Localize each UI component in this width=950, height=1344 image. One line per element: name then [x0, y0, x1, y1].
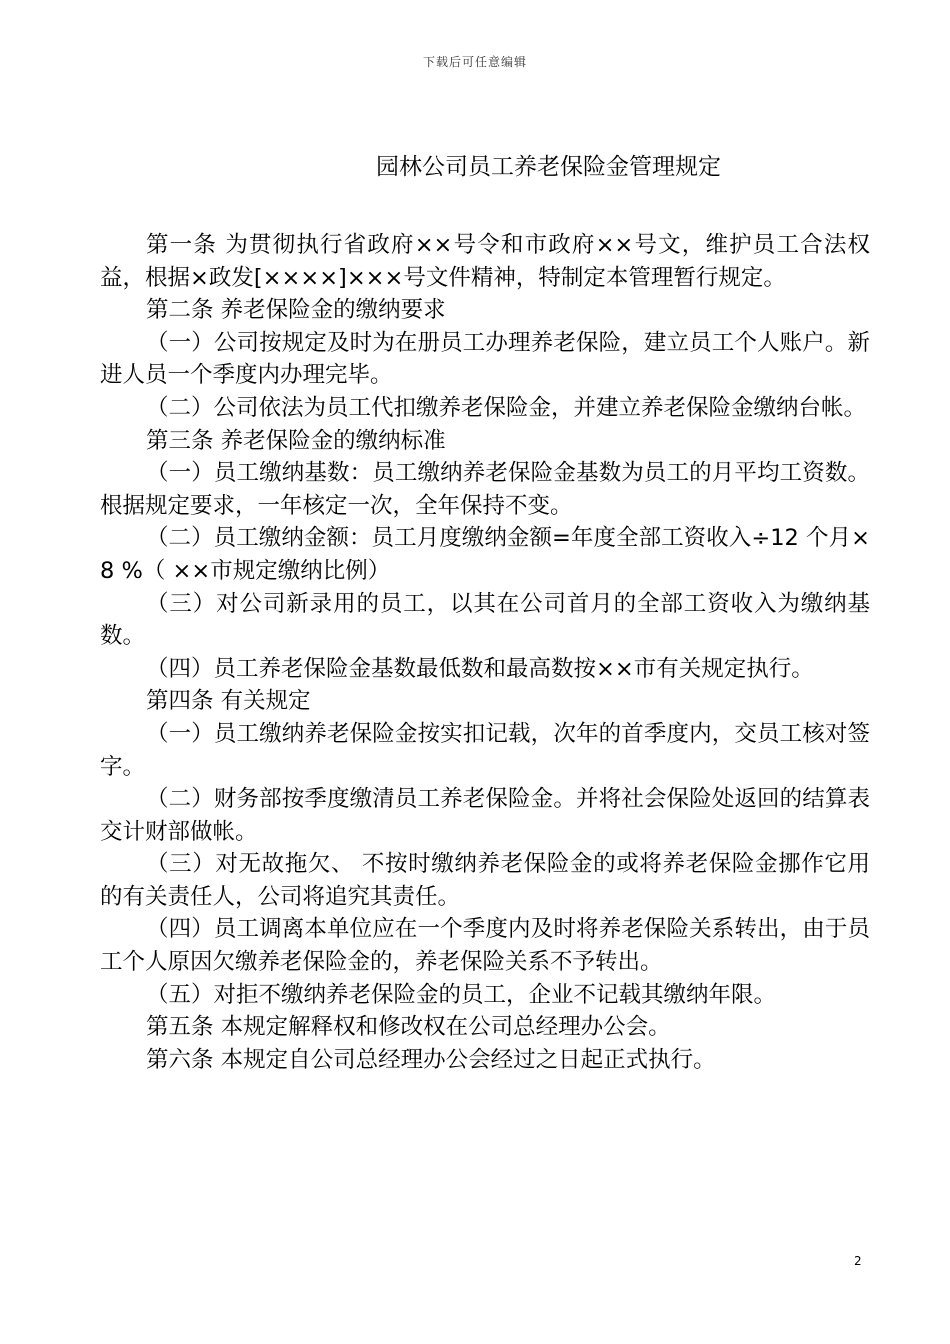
paragraph-article-1: 第一条 为贯彻执行省政府××号令和市政府××号文，维护员工合法权益，根据×政发[××××]×××号文件精神，特制定本管理暂行规定。: [100, 232, 870, 291]
paragraph-article-6: 第六条 本规定自公司总经理办公会经过之日起正式执行。: [146, 1046, 716, 1073]
document-body: [100, 229, 870, 1076]
paragraph-article-3-heading: 第三条 养老保险金的缴纳标准: [146, 427, 446, 454]
document-title: 园林公司员工养老保险金管理规定: [376, 154, 721, 180]
paragraph-article-3-item-3: （三）对公司新录用的员工，以其在公司首月的全部工资收入为缴纳基数。: [100, 590, 870, 650]
paragraph-article-4-item-4: （四）员工调离本单位应在一个季度内及时将养老保险关系转出，由于员工个人原因欠缴养老保险金的，养老保险关系不予转出。: [100, 916, 870, 976]
paragraph-article-4-item-5: （五）对拒不缴纳养老保险金的员工，企业不记载其缴纳年限。: [146, 981, 777, 1008]
header-note: 下载后可任意编辑: [422, 55, 527, 69]
page-number: 2: [854, 1254, 862, 1268]
paragraph-article-2-item-1: （一）公司按规定及时为在册员工办理养老保险，建立员工个人账户。新进人员一个季度内办理完毕。: [100, 329, 870, 389]
paragraph-article-4-item-1: （一）员工缴纳养老保险金按实扣记载，次年的首季度内，交员工核对签字。: [100, 720, 870, 780]
paragraph-article-4-heading: 第四条 有关规定: [146, 688, 311, 715]
paragraph-article-5: 第五条 本规定解释权和修改权在公司总经理办公会。: [146, 1014, 671, 1041]
paragraph-article-3-item-2: （二）员工缴纳金额：员工月度缴纳金额=年度全部工资收入÷12 个月× 8 %（ ××市规定缴纳比例）: [100, 525, 870, 584]
paragraph-article-2-heading: 第二条 养老保险金的缴纳要求: [146, 297, 446, 324]
paragraph-article-2-item-2: （二）公司依法为员工代扣缴养老保险金，并建立养老保险金缴纳台帐。: [146, 394, 867, 421]
paragraph-article-4-item-2: （二）财务部按季度缴清员工养老保险金。并将社会保险处返回的结算表交计财部做帐。: [100, 786, 870, 845]
paragraph-article-4-item-3: （三）对无故拖欠、 不按时缴纳养老保险金的或将养老保险金挪作它用的有关责任人，公司将追究其责任。: [100, 851, 870, 910]
paragraph-article-3-item-4: （四）员工养老保险金基数最低数和最高数按××市有关规定执行。: [146, 655, 814, 682]
paragraph-article-3-item-1: （一）员工缴纳基数：员工缴纳养老保险金基数为员工的月平均工资数。根据规定要求，一年核定一次，全年保持不变。: [100, 460, 870, 519]
